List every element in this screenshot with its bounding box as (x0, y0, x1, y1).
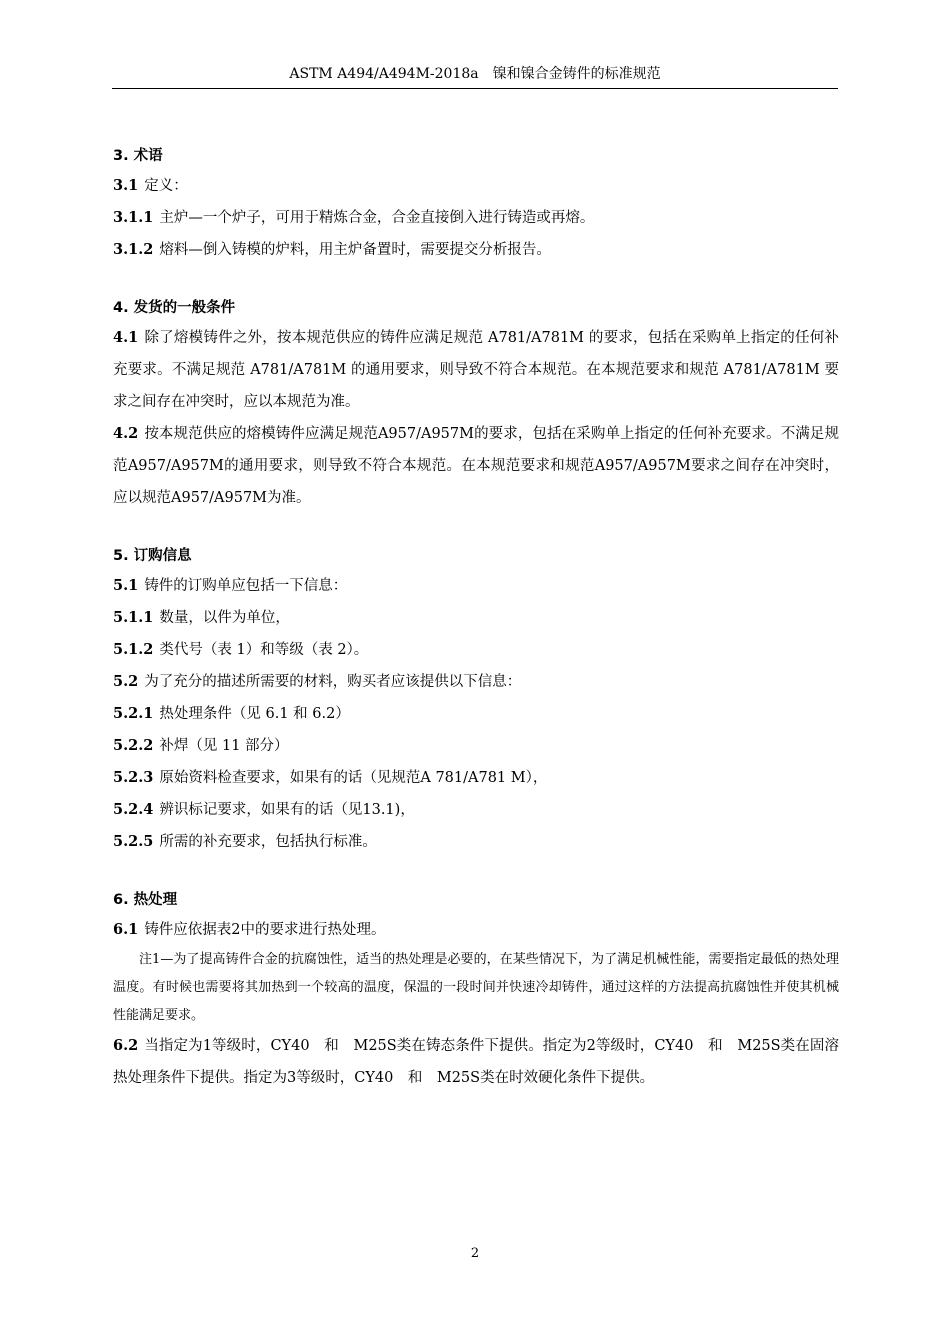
clause-6-1 (113, 914, 839, 946)
clause-number: 5.2.2 (113, 737, 154, 754)
clause-text: 热处理条件（见 6.1 和 6.2） (159, 706, 350, 722)
clause-5-2-2 (113, 730, 839, 762)
clause-number: 5.1.1 (113, 609, 154, 626)
section-6-heading: 6. 热处理 (113, 892, 178, 908)
clause-text: 数量，以件为单位， (159, 610, 290, 626)
clause-number: 5.2.1 (113, 705, 154, 722)
clause-number: 4.2 (113, 425, 139, 442)
section-3-heading: 3. 术语 (113, 148, 163, 164)
clause-number: 5.1 (113, 577, 139, 594)
clause-number: 5.2.5 (113, 833, 154, 850)
running-header: ASTM A494/A494M-2018a 镍和镍合金铸件的标准规范 (289, 66, 661, 82)
clause-number: 6.2 (113, 1037, 139, 1054)
clause-5-1-2 (113, 634, 839, 666)
clause-3-1-2 (113, 234, 839, 266)
clause-text: 按本规范供应的熔模铸件应满足规范A957/A957M的要求，包括在采购单上指定的任何补充要求。不满足规范A957/A957M的通用要求，则导致不符合本规范。在本规范要求和规范A957/A957M要求之间存在冲突时，应以规范A957/A957M为准。 (113, 426, 839, 506)
section-5-heading: 5. 订购信息 (113, 548, 192, 564)
clause-6-2 (113, 1030, 839, 1094)
clause-text: 主炉—一个炉子，可用于精炼合金，合金直接倒入进行铸造或再熔。 (159, 210, 595, 226)
section-4-heading: 4. 发货的一般条件 (113, 300, 236, 316)
clause-number: 3.1.1 (113, 209, 154, 226)
document-body (113, 142, 839, 1094)
clause-5-2-1 (113, 698, 839, 730)
clause-5-2-4 (113, 794, 839, 826)
clause-text: 当指定为1等级时，CY40 和 M25S类在铸态条件下提供。指定为2等级时，CY40 和 M25S类在固溶热处理条件下提供。指定为3等级时，CY40 和 M25S类在时效硬化条件下提供。 (113, 1038, 839, 1086)
clause-3-1 (113, 170, 839, 202)
clause-text: 为了充分的描述所需要的材料，购买者应该提供以下信息： (144, 674, 522, 690)
clause-5-2-5 (113, 826, 839, 858)
clause-5-2-3 (113, 762, 839, 794)
clause-text: 熔料—倒入铸模的炉料，用主炉备置时，需要提交分析报告。 (159, 242, 551, 258)
clause-text: 铸件应依据表2中的要求进行热处理。 (144, 922, 386, 938)
clause-number: 6.1 (113, 921, 139, 938)
clause-text: 除了熔模铸件之外，按本规范供应的铸件应满足规范 A781/A781M 的要求，包括在采购单上指定的任何补充要求。不满足规范 A781/A781M 的通用要求，则导致不符合本规范。在本规范要求和规范 A781/A781M 要求之间存在冲突时，应以本规范为准。 (113, 330, 839, 410)
clause-number: 5.2 (113, 673, 139, 690)
clause-text: 定义： (144, 178, 188, 194)
header-rule (112, 88, 838, 89)
clause-number: 4.1 (113, 329, 139, 346)
clause-text: 补焊（见 11 部分） (159, 738, 289, 754)
clause-number: 5.2.4 (113, 801, 154, 818)
clause-text: 辨识标记要求，如果有的话（见13.1)， (159, 802, 415, 818)
clause-number: 5.2.3 (113, 769, 154, 786)
clause-text: 所需的补充要求，包括执行标准。 (159, 834, 377, 850)
clause-number: 3.1 (113, 177, 139, 194)
clause-5-2 (113, 666, 839, 698)
clause-4-2 (113, 418, 839, 514)
clause-5-1-1 (113, 602, 839, 634)
clause-text: 铸件的订购单应包括一下信息： (144, 578, 348, 594)
clause-4-1 (113, 322, 839, 418)
page-number: 2 (470, 1246, 480, 1261)
clause-number: 5.1.2 (113, 641, 154, 658)
note-1: 注1—为了提高铸件合金的抗腐蚀性，适当的热处理是必要的，在某些情况下，为了满足机械性能，需要指定最低的热处理温度。有时候也需要将其加热到一个较高的温度，保温的一段时间并快速冷却铸件，通过这样的方法提高抗腐蚀性并使其机械性能满足要求。 (113, 952, 839, 1023)
clause-number: 3.1.2 (113, 241, 154, 258)
clause-3-1-1 (113, 202, 839, 234)
clause-text: 原始资料检查要求，如果有的话（见规范A 781/A781 M）， (159, 770, 548, 786)
clause-text: 类代号（表 1）和等级（表 2）。 (159, 642, 369, 658)
clause-5-1 (113, 570, 839, 602)
